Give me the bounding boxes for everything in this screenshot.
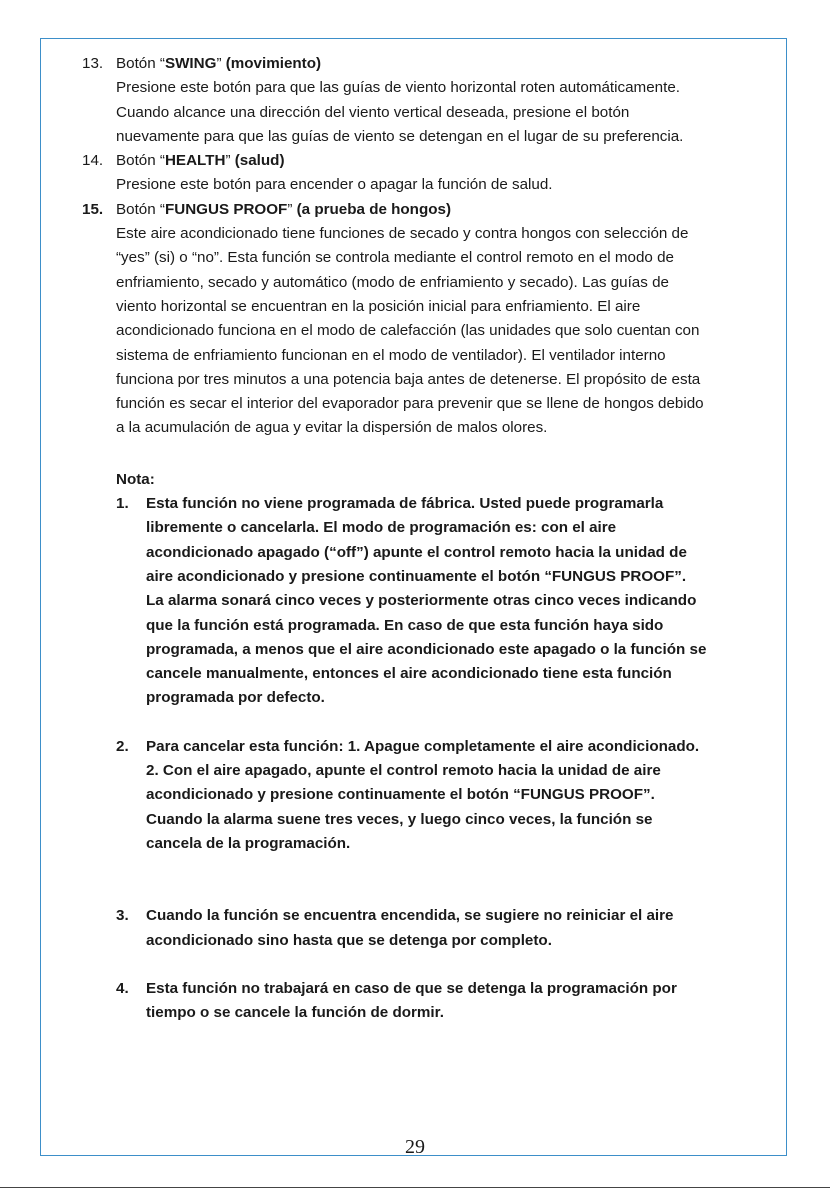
title-translation: (salud) <box>230 152 285 170</box>
title-mid: ” <box>225 152 231 170</box>
note-item-2 <box>82 735 707 856</box>
note-text: Esta función no trabajará en caso de que se detenga la programación por tiempo o se cancele la función de dormir. <box>146 979 677 1022</box>
list-item-13 <box>82 52 707 149</box>
item-body: Presione este botón para encender o apagar la función de salud. <box>116 176 553 194</box>
item-title <box>116 149 707 173</box>
item-number: 14. <box>82 152 104 170</box>
note-number: 4. <box>116 979 129 997</box>
document-content <box>82 52 707 1025</box>
title-translation: (a prueba de hongos) <box>292 200 452 218</box>
note-heading: Nota: <box>116 470 155 488</box>
note-number: 1. <box>116 495 129 513</box>
note-text: Cuando la función se encuentra encendida, se sugiere no reiniciar el aire acondicionado sino hasta que se detenga por completo. <box>146 907 674 949</box>
title-prefix: Botón “ <box>116 152 165 170</box>
title-mid: ” <box>287 200 293 218</box>
list-item-14 <box>82 149 707 198</box>
title-prefix: Botón “ <box>116 55 165 72</box>
title-mid: ” <box>216 55 222 72</box>
item-number: 13. <box>82 55 104 72</box>
item-number: 15. <box>82 200 104 218</box>
item-title <box>116 198 707 222</box>
page-number: 29 <box>405 1136 425 1158</box>
item-body: Presione este botón para que las guías de viento horizontal roten automáticamente. Cuando alcance una dirección del viento vertical deseada, presione el botón nuevamente para que las guías de viento se detengan en el lugar de su preferencia. <box>116 79 684 145</box>
title-keyword: FUNGUS PROOF <box>164 200 288 218</box>
title-translation: (movimiento) <box>221 55 322 72</box>
note-item-3 <box>82 904 707 953</box>
note-item-1 <box>82 492 707 711</box>
note-text: Para cancelar esta función: 1. Apague completamente el aire acondicionado. 2. Con el aire apagado, apunte el control remoto hacia la unidad de aire acondicionado y presione continuamente el botón “FUNGUS PROOF”. Cuando la alarma suene tres veces, y luego cinco veces, la función se cancela de la programación. <box>146 737 700 852</box>
note-number: 2. <box>116 737 129 755</box>
item-title <box>116 52 707 76</box>
note-text: Esta función no viene programada de fábrica. Usted puede programarla libremente o cancelarla. El modo de programación es: con el aire acondicionado apagado (“off”) apunte el control remoto hacia la unidad de aire acondicionado y presione continuamente el botón “FUNGUS PROOF”. La alarma sonará cinco veces y posteriormente otras cinco veces indicando que la función está programada. En caso de que esta función haya sido programada, a menos que el aire acondicionado este apagado o la función se cancele manualmente, entonces el aire acondicionado tiene esta función programada por defecto. <box>146 495 707 707</box>
title-keyword: HEALTH <box>164 152 226 170</box>
list-item-15 <box>82 198 707 441</box>
title-keyword: SWING <box>164 55 217 72</box>
item-body: Este aire acondicionado tiene funciones de secado y contra hongos con selección de “yes” (si) o “no”. Esta función se controla mediante el control remoto en el modo de enfriamiento, secado y automático (modo de enfriamiento y secado). Las guías de viento horizontal se encuentran en la posición inicial para enfriamiento. El aire acondicionado funciona en el modo de calefacción (las unidades que solo cuentan con sistema de enfriamiento funcionan en el modo de ventilador). El ventilador interno funciona por tres minutos a una potencia baja antes de detenerse. El propósito de esta función es secar el interior del evaporador para prevenir que se llene de hongos debido a la acumulación de agua y evitar la dispersión de malos olores. <box>116 225 704 437</box>
page-bottom-rule <box>0 1187 830 1200</box>
note-number: 3. <box>116 907 129 925</box>
note-item-4 <box>82 977 707 1026</box>
title-prefix: Botón “ <box>116 200 165 218</box>
